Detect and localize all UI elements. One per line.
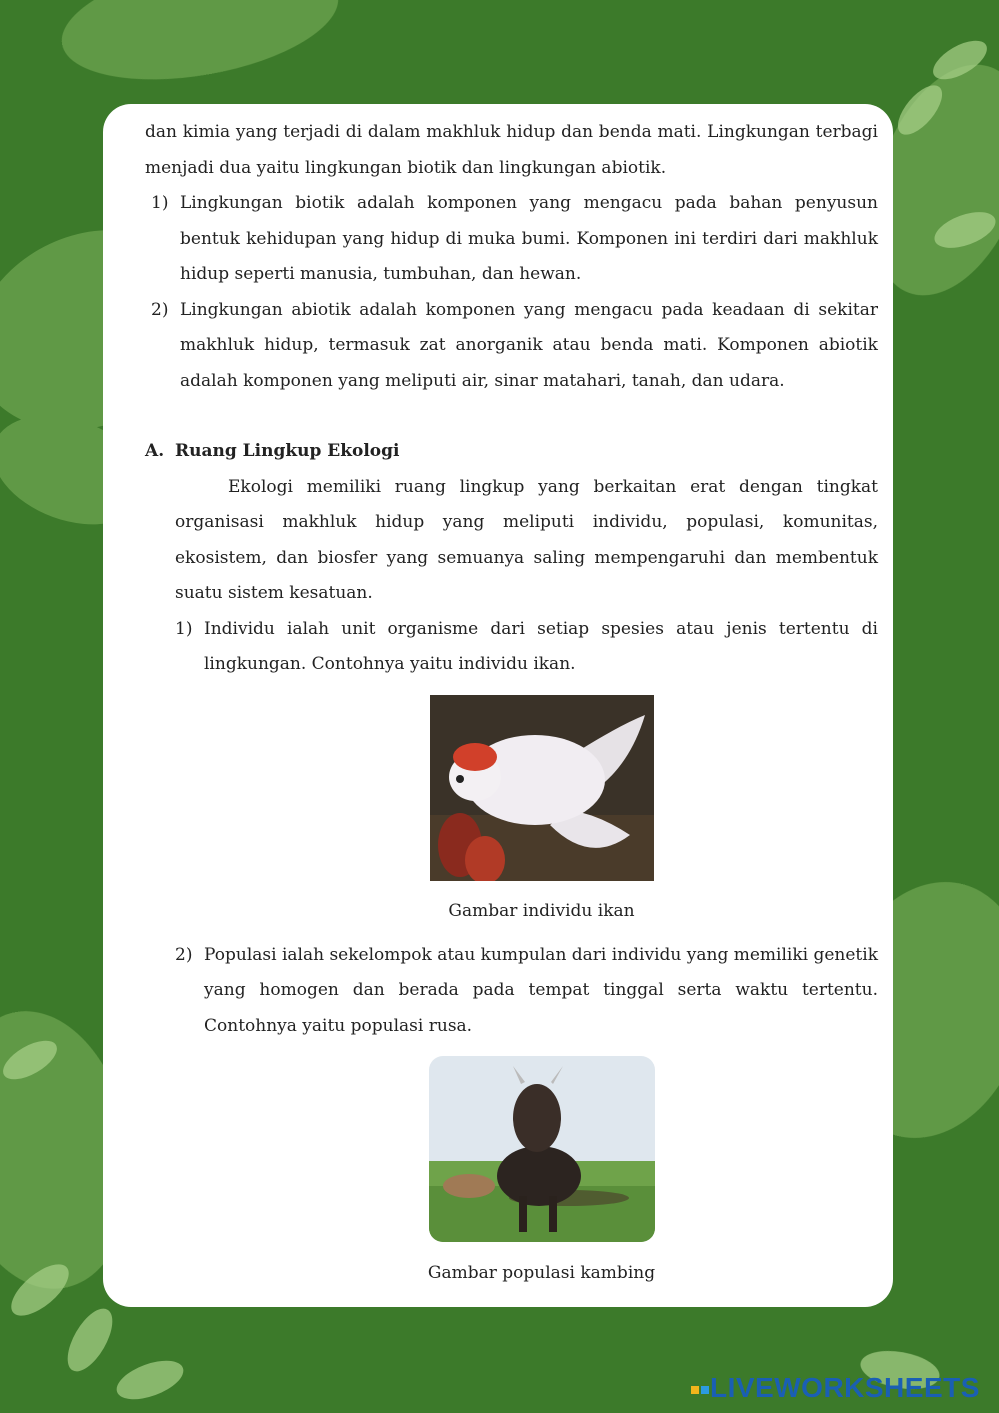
liveworksheets-logo xyxy=(690,1372,980,1406)
fish-image xyxy=(430,695,654,881)
list-text: Lingkungan biotik adalah komponen yang mengacu pada bahan penyusun bentuk kehidupan yang hidup di muka bumi. Komponen ini terdiri dari makhluk hidup seperti manusia, tumbuhan, dan hewan. xyxy=(180,193,878,284)
intro-paragraph: dan kimia yang terjadi di dalam makhluk hidup dan benda mati. Lingkungan terbagi menjadi dua yaitu lingkungan biotik dan lingkungan abiotik. xyxy=(145,122,878,178)
figure-goat xyxy=(145,1056,878,1291)
list-number: 2) xyxy=(175,944,193,965)
logo-square-icon xyxy=(701,1386,709,1394)
env-list-item xyxy=(145,186,878,293)
figure-caption: Gambar individu ikan xyxy=(448,901,635,921)
section-letter: A. xyxy=(145,441,165,461)
document-content xyxy=(145,115,878,1291)
list-text: Lingkungan abiotik adalah komponen yang mengacu pada keadaan di sekitar makhluk hidup, termasuk zat anorganik atau benda mati. Komponen abiotik adalah komponen yang meliputi air, sinar matahari, tanah, dan udara. xyxy=(180,299,878,391)
section-paragraph: Ekologi memiliki ruang lingkup yang berkaitan erat dengan tingkat organisasi makhluk hidup yang meliputi individu, populasi, komunitas, ekosistem, dan biosfer yang semuanya saling mempengaruhi dan membentuk suatu sistem kesatuan. xyxy=(175,476,878,603)
goat-image xyxy=(429,1056,655,1242)
scope-list-item xyxy=(145,612,878,683)
scope-list-item xyxy=(145,938,878,1045)
list-number: 1) xyxy=(151,193,169,213)
list-number: 2) xyxy=(151,299,169,320)
figure-caption: Gambar populasi kambing xyxy=(427,1262,656,1283)
logo-text: LIVEWORKSHEETS xyxy=(710,1372,980,1403)
list-text: Populasi ialah sekelompok atau kumpulan dari individu yang memiliki genetik yang homogen dan berada pada tempat tinggal serta waktu tertentu. Contohnya yaitu populasi rusa. xyxy=(204,944,879,1036)
list-text: Individu ialah unit organisme dari setiap spesies atau jenis tertentu di lingkungan. Contohnya yaitu individu ikan. xyxy=(204,618,878,674)
section-body xyxy=(145,470,878,612)
env-list-item xyxy=(145,293,878,400)
logo-square-icon xyxy=(691,1386,699,1394)
list-number: 1) xyxy=(175,618,193,639)
section-heading xyxy=(145,434,878,470)
figure-fish xyxy=(145,695,878,930)
section-title: Ruang Lingkup Ekologi xyxy=(175,441,400,461)
